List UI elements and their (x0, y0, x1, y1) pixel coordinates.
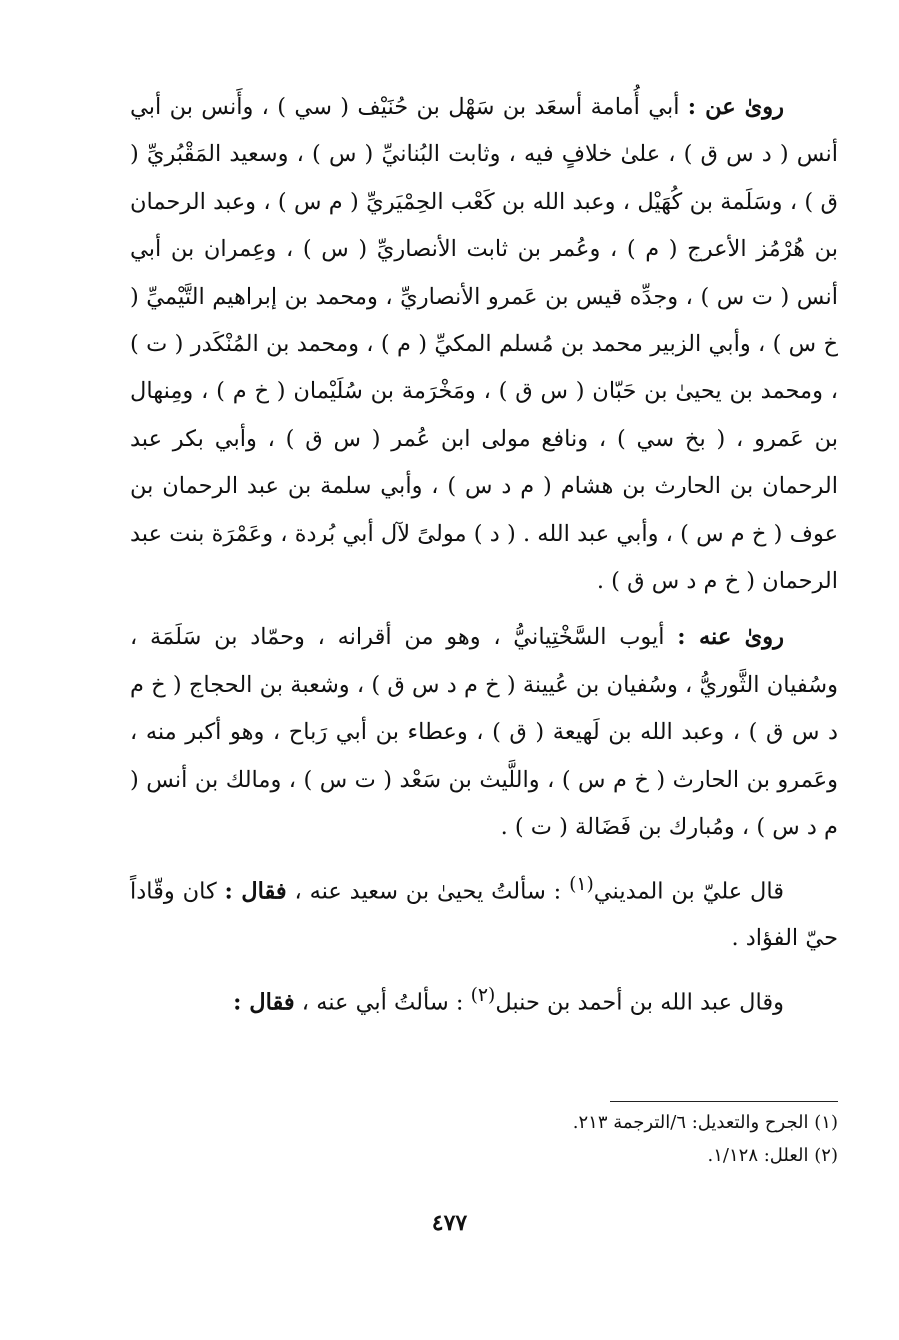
footnote-2: (٢) العلل: ١/١٢٨. (707, 1145, 838, 1166)
footnote-ref-2: (٢) (470, 984, 496, 1006)
quote-intro: قال عليّ بن المديني (593, 878, 784, 904)
narrated-by-paragraph (130, 614, 838, 851)
quote-intro: وقال عبد الله بن أحمد بن حنبل (495, 989, 784, 1016)
footnote-ref-1: (١) (569, 873, 594, 895)
footnote-1: (١) الجرح والتعديل: ٦/الترجمة ٢١٣. (572, 1112, 838, 1133)
quote-said: فقال : (224, 878, 287, 904)
narrated-by-heading: روىٰ عنه : (677, 624, 784, 651)
quote-said: فقال : (233, 989, 295, 1016)
quote-middle: : سألتُ يحيىٰ بن سعيد عنه ، (286, 878, 570, 904)
ali-ibn-madini-quote (130, 861, 838, 963)
narrated-from-heading: روىٰ عن : (687, 94, 785, 120)
narrated-from-paragraph (130, 84, 838, 605)
quote-content: كان وقّاداً حيّ الفؤاد . (130, 878, 838, 952)
narrated-from-list: أبي أُمامة أسعَد بن سَهْل بن حُنَيْف ( سي ) ، وأَنس بن أبي أنس ( د س ق ) ، علىٰ خلافٍ فيه ، وثابت البُنانيِّ ( س ) ، وسعيد المَقْبُريِّ ( ق ) ، وسَلَمة بن كُهَيْل ، وعبد الله بن كَعْب الحِمْيَريِّ ( م س ) ، وعبد الرحمان بن هُرْمُز الأعرج ( م ) ، وعُمر بن ثابت الأنصاريِّ ( س ) ، وعِمران بن أبي أنس ( ت س ) ، وجدِّه قيس بن عَمرو الأنصاريِّ ، ومحمد بن إبراهيم التَّيْميِّ ( خ س ) ، وأبي الزبير محمد بن مُسلم المكيِّ ( م ) ، ومحمد بن المُنْكَدر ( ت ) ، ومحمد بن يحيىٰ بن حَبّان ( س ق ) ، ومَخْرَمة بن سُلَيْمان ( خ م ) ، ومِنهال بن عَمرو ، ( بخ سي ) ، ونافع مولى ابن عُمر ( س ق ) ، وأبي بكر عبد الرحمان بن الحارث بن هشام ( م د س ) ، وأبي سلمة بن عبد الرحمان بن عوف ( خ م س ) ، وأبي عبد الله . ( د ) مولىً لآل أبي بُردة ، وعَمْرَة بنت عبد الرحمان ( خ م د س ق ) . (130, 94, 838, 595)
footnotes (130, 1106, 838, 1172)
narrated-by-list: أيوب السَّخْتِيانيُّ ، وهو من أقرانه ، وحمّاد بن سَلَمَة ، وسُفيان الثَّوريُّ ، وسُفيان بن عُيينة ( خ م د س ق ) ، وشعبة بن الحجاج ( خ م د س ق ) ، وعبد الله بن لَهيعة ( ق ) ، وعطاء بن أبي رَباح ، وهو أكبر منه ، وعَمرو بن الحارث ( خ م س ) ، واللَّيث بن سَعْد ( ت س ) ، ومالك بن أنس ( م د س ) ، ومُبارك بن فَضَالة ( ت ) . (130, 624, 838, 841)
abdullah-ibn-ahmad-quote (130, 972, 838, 1027)
quote-middle: : سألتُ أبي عنه ، (294, 989, 471, 1016)
footnote-separator (610, 1101, 838, 1102)
main-text (130, 84, 838, 1027)
page-number: ٤٧٧ (431, 1210, 468, 1236)
